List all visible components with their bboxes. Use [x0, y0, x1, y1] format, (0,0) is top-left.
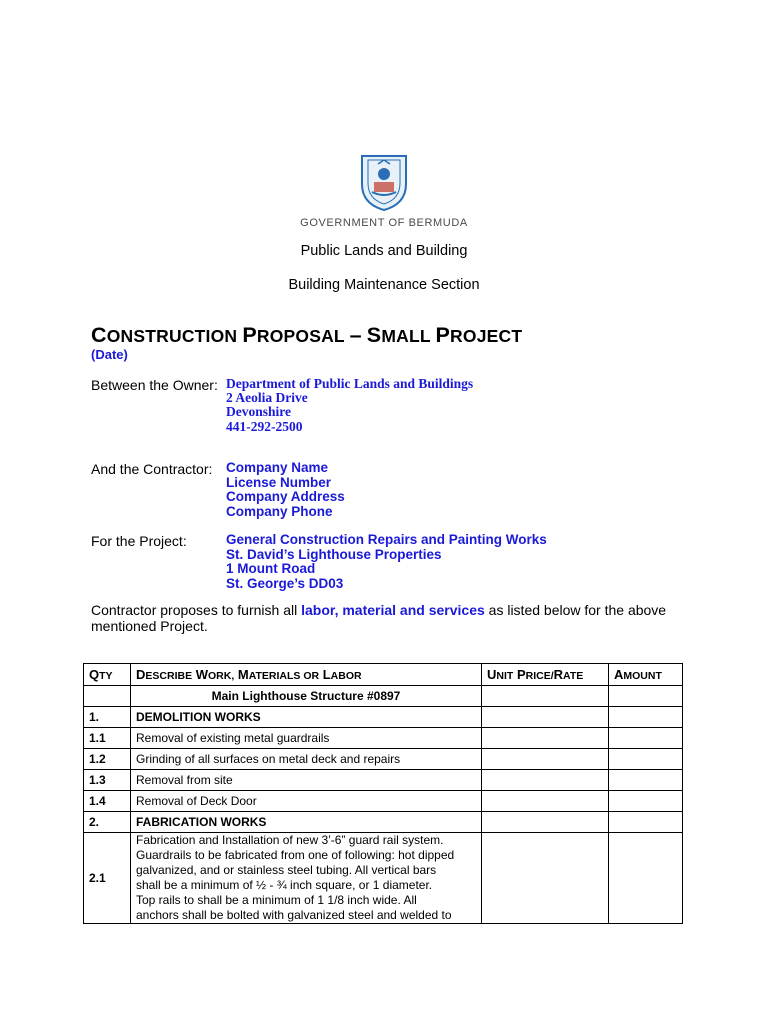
table-row: [84, 833, 683, 924]
qty-header: QTY: [84, 664, 131, 686]
project-details: General Construction Repairs and Painting Works St. David’s Lighthouse Properties 1 Mount Road St. George’s DD03: [226, 532, 547, 591]
table-row: [84, 791, 683, 812]
section-name: Building Maintenance Section: [288, 277, 480, 293]
qty-cell: 1.: [84, 707, 131, 728]
amount-cell[interactable]: [609, 728, 683, 749]
description-cell: Removal of Deck Door: [131, 791, 482, 812]
department-name: Public Lands and Building: [300, 243, 468, 259]
table-row: [84, 770, 683, 791]
work-items-table: [83, 663, 683, 924]
unit-price-header: UNIT PRICE/RATE: [482, 664, 609, 686]
table-row: [84, 728, 683, 749]
document-title: CONSTRUCTION PROPOSAL – SMALL PROJECT: [91, 323, 523, 347]
table-row: [84, 749, 683, 770]
unit-price-cell[interactable]: [482, 812, 609, 833]
description-cell: FABRICATION WORKS: [131, 812, 482, 833]
description-cell: Grinding of all surfaces on metal deck and repairs: [131, 749, 482, 770]
qty-cell: 1.2: [84, 749, 131, 770]
amount-cell[interactable]: [609, 749, 683, 770]
owner-label: Between the Owner:: [91, 377, 218, 393]
amount-cell[interactable]: [609, 833, 683, 924]
unit-price-cell[interactable]: [482, 791, 609, 812]
qty-cell: 1.3: [84, 770, 131, 791]
amount-cell[interactable]: [609, 707, 683, 728]
qty-cell: 1.1: [84, 728, 131, 749]
contractor-label: And the Contractor:: [91, 461, 213, 477]
amount-cell[interactable]: [609, 791, 683, 812]
amount-cell[interactable]: [609, 812, 683, 833]
intro-paragraph: Contractor proposes to furnish all labor, material and services as listed below for the above mentioned Project.: [91, 602, 667, 634]
table-row: [84, 707, 683, 728]
description-cell: Fabrication and Installation of new 3’-6” guard rail system. Guardrails to be fabricated from one of following: hot dipped galvanized, and or stainless steel tubing. All vertical bars shall be a minimum of ½ - ¾ inch square, or 1 diameter. Top rails to shall be a minimum of 1 1/8 inch wide. All anchors shall be bolted with galvanized steel and welded to: [131, 833, 482, 924]
project-label: For the Project:: [91, 533, 187, 549]
government-label: GOVERNMENT OF BERMUDA: [300, 217, 468, 229]
contractor-details: Company Name License Number Company Address Company Phone: [226, 460, 345, 519]
structure-label: Main Lighthouse Structure #0897: [131, 686, 482, 707]
unit-price-cell[interactable]: [482, 749, 609, 770]
description-header: DESCRIBE WORK, MATERIALS OR LABOR: [131, 664, 482, 686]
structure-row: [84, 686, 683, 707]
unit-price-cell[interactable]: [482, 833, 609, 924]
unit-price-cell[interactable]: [482, 770, 609, 791]
qty-cell: 1.4: [84, 791, 131, 812]
qty-cell: 2.1: [84, 833, 131, 924]
amount-cell[interactable]: [609, 686, 683, 707]
unit-price-cell[interactable]: [482, 707, 609, 728]
table-header-row: [84, 664, 683, 686]
unit-price-cell[interactable]: [482, 686, 609, 707]
description-cell: DEMOLITION WORKS: [131, 707, 482, 728]
qty-cell: 2.: [84, 812, 131, 833]
owner-details: Department of Public Lands and Buildings 2 Aeolia Drive Devonshire 441-292-2500: [226, 376, 474, 434]
amount-header: AMOUNT: [609, 664, 683, 686]
description-cell: Removal from site: [131, 770, 482, 791]
amount-cell[interactable]: [609, 770, 683, 791]
table-row: [84, 812, 683, 833]
bermuda-crest-logo: [358, 152, 410, 212]
date-placeholder: (Date): [91, 347, 128, 362]
unit-price-cell[interactable]: [482, 728, 609, 749]
description-cell: Removal of existing metal guardrails: [131, 728, 482, 749]
